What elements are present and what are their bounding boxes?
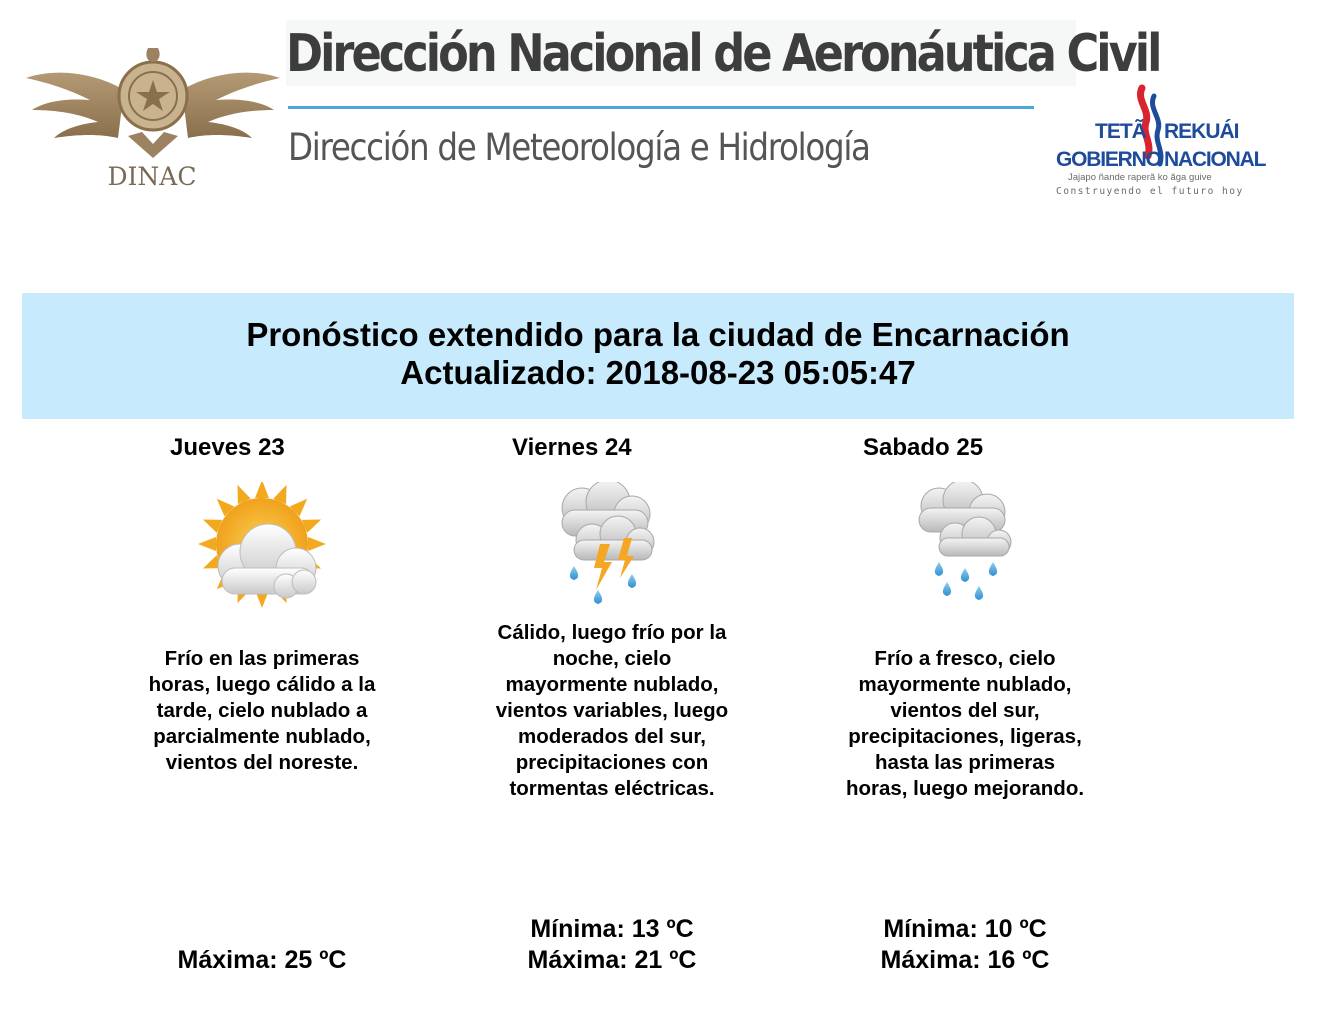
svg-text:TETÃ: TETÃ (1095, 120, 1146, 143)
svg-text:REKUÁI: REKUÁI (1164, 120, 1239, 143)
day-description: Cálido, luego frío por la noche, cielo mayormente nublado, vientos variables, luego moderados del sur, precipitaciones con tormentas eléctricas. (495, 621, 729, 800)
svg-text:GOBIERNO: GOBIERNO (1056, 148, 1161, 171)
page-subtitle: Dirección de Meteorología e Hidrología (288, 126, 870, 169)
min-temperature: Mínima: 10 ºC (883, 915, 1047, 943)
partly-cloudy-sun-icon (192, 482, 332, 617)
max-temperature: Máxima: 21 ºC (527, 946, 697, 974)
rain-cloud-icon (911, 482, 1021, 617)
forecast-banner (22, 293, 1294, 419)
svg-text:NACIONAL: NACIONAL (1164, 148, 1266, 171)
page-title: Dirección Nacional de Aeronáutica Civil (286, 24, 1160, 84)
day-description: Frío a fresco, cielo mayormente nublado, vientos del sur, precipitaciones, ligeras, hasta las primeras horas, luego mejorando. (845, 647, 1085, 800)
gov-logo-tag1: Jajapo ñande raperã ko ãga guive (1068, 172, 1212, 183)
gov-logo-tag2: Construyendo el futuro hoy (1056, 186, 1244, 197)
day-description: Frío en las primeras horas, luego cálido a la tarde, cielo nublado a parcialmente nublado, vientos del noreste. (148, 647, 376, 774)
thunderstorm-rain-icon (552, 482, 662, 617)
day-name: Sabado 25 (863, 434, 984, 461)
max-temperature: Máxima: 25 ºC (177, 946, 347, 974)
day-name: Viernes 24 (512, 434, 632, 461)
dinac-logo (24, 40, 282, 200)
header-divider (288, 106, 1034, 109)
day-temperatures (492, 914, 732, 976)
dinac-logo-text: DINAC (107, 162, 197, 191)
min-temperature (142, 914, 382, 945)
min-temperature: Mínima: 13 ºC (530, 915, 694, 943)
day-temperatures (142, 914, 382, 976)
day-name: Jueves 23 (170, 434, 285, 461)
max-temperature: Máxima: 16 ºC (880, 946, 1050, 974)
updated-timestamp: Actualizado: 2018-08-23 05:05:47 (400, 354, 916, 391)
header-title-box (286, 20, 1160, 86)
forecast-title: Pronóstico extendido para la ciudad de Encarnación (246, 316, 1070, 353)
government-logo (1050, 80, 1280, 200)
day-temperatures (845, 914, 1085, 976)
